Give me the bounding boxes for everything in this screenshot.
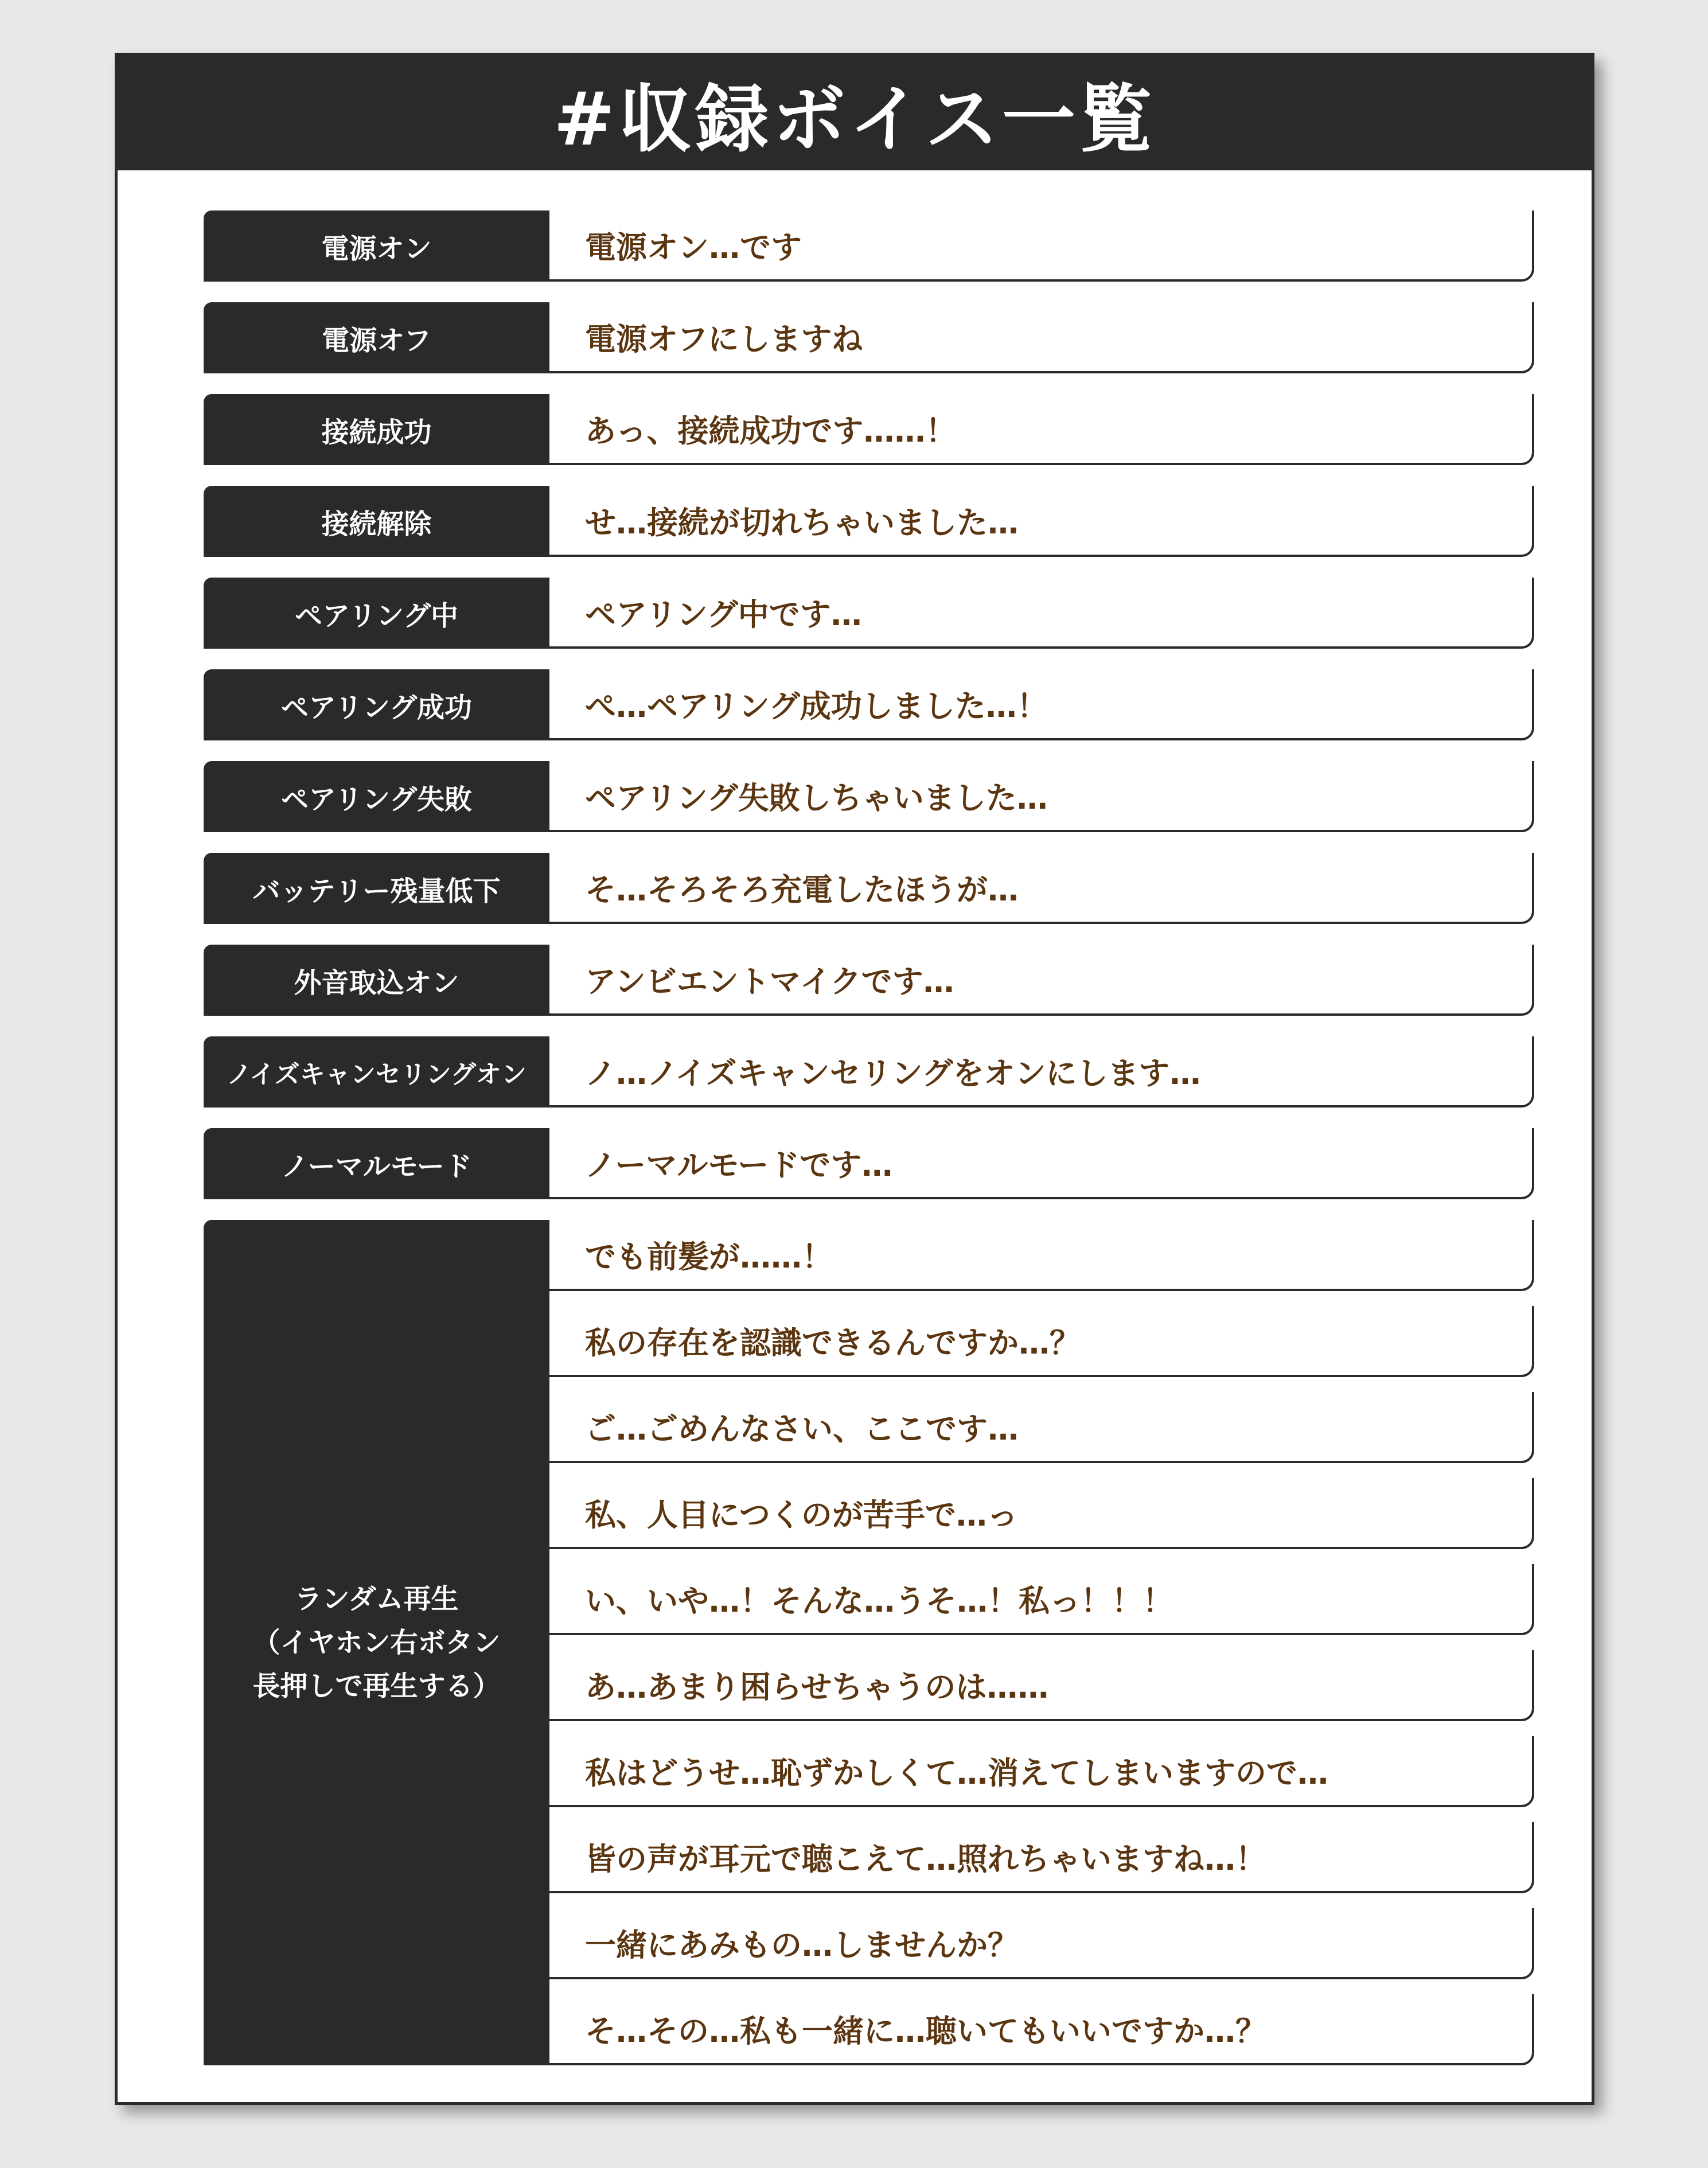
row-label: ペアリング失敗 xyxy=(204,761,549,832)
row-label: ノーマルモード xyxy=(204,1128,549,1199)
voice-line: ペアリング失敗しちゃいました… xyxy=(549,761,1534,832)
voice-line: あ…あまり困らせちゃうのは…… xyxy=(549,1650,1534,1721)
row-label: 外音取込オン xyxy=(204,945,549,1016)
random-play-label xyxy=(204,1220,549,2065)
voice-line: せ…接続が切れちゃいました… xyxy=(549,486,1534,557)
table-row xyxy=(204,945,1534,1016)
voice-line: 私の存在を認識できるんですか…？ xyxy=(549,1306,1534,1377)
voice-line: 電源オフにしますね xyxy=(549,302,1534,373)
header-bar xyxy=(118,56,1592,170)
table-row xyxy=(204,1036,1534,1108)
page-title: #収録ボイス一覧 xyxy=(553,77,1156,162)
row-label: バッテリー残量低下 xyxy=(204,853,549,924)
random-voice-lines xyxy=(549,1220,1534,2065)
voice-line: そ…そろそろ充電したほうが… xyxy=(549,853,1534,924)
table-row xyxy=(204,669,1534,740)
table-row xyxy=(204,761,1534,832)
table-row xyxy=(204,853,1534,924)
voice-line: い、いや…！そんな…うそ…！私っ！！！ xyxy=(549,1564,1534,1635)
row-label: ペアリング成功 xyxy=(204,669,549,740)
voice-line: 電源オン…です xyxy=(549,210,1534,282)
voice-line: そ…その…私も一緒に…聴いてもいいですか…？ xyxy=(549,1994,1534,2065)
random-label-line: ランダム再生 xyxy=(294,1583,459,1615)
row-label: ノイズキャンセリングオン xyxy=(204,1036,549,1108)
voice-line: でも前髪が……！ xyxy=(549,1220,1534,1291)
row-label: 電源オン xyxy=(204,210,549,282)
voice-line: ご…ごめんなさい、ここです… xyxy=(549,1392,1534,1463)
random-play-row xyxy=(204,1220,1534,2065)
table-row xyxy=(204,1128,1534,1199)
voice-line: アンビエントマイクです… xyxy=(549,945,1534,1016)
voice-line: 私はどうせ…恥ずかしくて…消えてしまいますので… xyxy=(549,1736,1534,1807)
voice-line: あっ、接続成功です……！ xyxy=(549,394,1534,465)
random-label-line: （イヤホン右ボタン xyxy=(252,1627,501,1659)
voice-line: ぺ…ペアリング成功しました…！ xyxy=(549,669,1534,740)
random-label-line: 長押しで再生する） xyxy=(252,1670,501,1702)
row-label: 電源オフ xyxy=(204,302,549,373)
row-label: ペアリング中 xyxy=(204,578,549,649)
voice-list-card xyxy=(115,53,1594,2105)
table-row xyxy=(204,394,1534,465)
voice-line: ノ…ノイズキャンセリングをオンにします… xyxy=(549,1036,1534,1108)
table-row xyxy=(204,578,1534,649)
voice-line: 私、人目につくのが苦手で…っ xyxy=(549,1478,1534,1549)
voice-line: ペアリング中です… xyxy=(549,578,1534,649)
voice-table xyxy=(204,210,1534,2086)
row-label: 接続成功 xyxy=(204,394,549,465)
voice-line: 皆の声が耳元で聴こえて…照れちゃいますね…！ xyxy=(549,1822,1534,1893)
table-row xyxy=(204,486,1534,557)
voice-line: 一緒にあみもの…しませんか？ xyxy=(549,1908,1534,1979)
row-label: 接続解除 xyxy=(204,486,549,557)
table-row xyxy=(204,302,1534,373)
table-row xyxy=(204,210,1534,282)
voice-line: ノーマルモードです… xyxy=(549,1128,1534,1199)
